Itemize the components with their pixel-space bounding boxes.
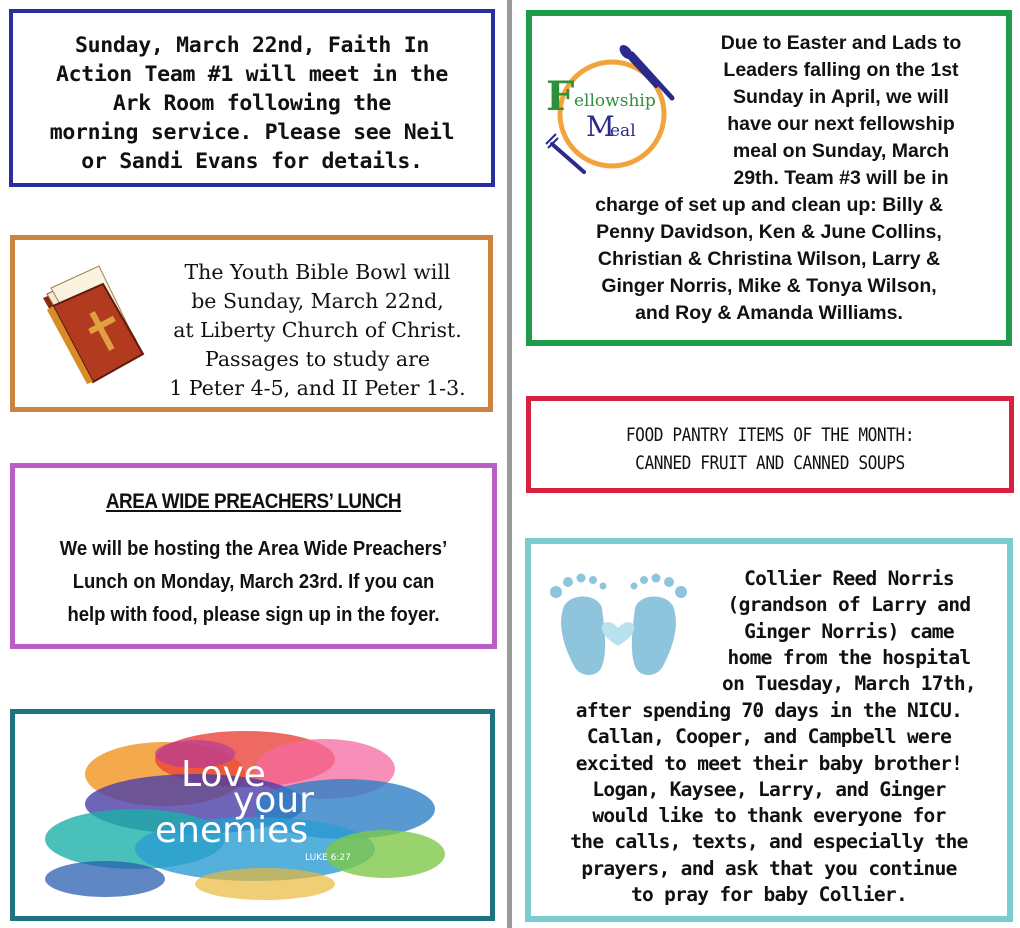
text-line: Ark Room following the <box>112 91 392 116</box>
text-line: excited to meet their baby brother! <box>575 751 963 775</box>
text-line: Passages to study are <box>204 347 431 371</box>
baby-feet-icon <box>546 566 691 681</box>
text-line: Penny Davidson, Ken & June Collins, <box>596 221 942 243</box>
text-line: Leaders falling on the 1st <box>723 59 959 81</box>
text-line: meal on Sunday, March <box>732 140 950 162</box>
text-line: Due to Easter and Lads to <box>720 32 962 54</box>
preachers-lunch-notice <box>10 463 497 649</box>
watercolor-splash <box>15 714 490 916</box>
text-line: would like to thank everyone for <box>592 804 946 828</box>
text-line: Sunday in April, we will <box>733 86 949 108</box>
text-line: have our next fellowship <box>727 113 955 135</box>
text-line: home from the hospital <box>727 645 971 669</box>
text-line: Collier Reed Norris <box>744 567 954 590</box>
bible-bowl-notice <box>10 235 493 412</box>
text-line: 1 Peter 4-5, and II Peter 1-3. <box>169 376 466 400</box>
text-line: Sunday, March 22nd, Faith In <box>74 33 430 58</box>
text-line: and Roy & Amanda Williams. <box>635 302 903 324</box>
logo-letter-m: M <box>586 110 615 143</box>
text-line: prayers, and ask that you continue <box>581 856 957 880</box>
collier-text-top <box>701 566 997 697</box>
bible-bowl-text <box>165 258 470 403</box>
fellowship-meal-notice <box>526 10 1012 346</box>
faith-in-action-notice <box>9 9 495 187</box>
text-line: to pray for baby Collier. <box>631 883 907 907</box>
text-line: FOOD PANTRY ITEMS OF THE MONTH: <box>625 424 915 446</box>
text-line: charge of set up and clean up: Billy & <box>595 194 943 216</box>
text-line: Action Team #1 will meet in the <box>56 62 448 87</box>
bible-book-icon <box>33 258 151 388</box>
text-line: Ginger Norris, Mike & Tonya Wilson, <box>601 275 937 297</box>
your-word: your <box>233 780 314 821</box>
logo-word-eal: eal <box>610 121 636 141</box>
text-line: Callan, Cooper, and Campbell were <box>586 725 952 749</box>
logo-letter-f: F <box>546 73 575 120</box>
fellowship-meal-text-top <box>684 30 998 192</box>
love-word: Love <box>181 754 266 795</box>
text-line: Logan, Kaysee, Larry, and Ginger <box>592 777 946 801</box>
faith-in-action-text <box>33 31 471 176</box>
text-line: after spending 70 days in the NICU. <box>575 699 963 722</box>
enemies-word: enemies <box>155 810 309 851</box>
preachers-lunch-title: AREA WIDE PREACHERS’ LUNCH <box>105 490 402 513</box>
text-line: Ginger Norris) came <box>744 619 954 643</box>
text-line: Lunch on Monday, March 23rd. If you can <box>72 570 435 593</box>
food-pantry-notice <box>526 396 1014 493</box>
text-line: The Youth Bible Bowl will <box>184 260 451 284</box>
text-line: or Sandi Evans for details. <box>81 149 423 174</box>
text-line: We will be hosting the Area Wide Preachers’ <box>59 537 448 560</box>
text-line: CANNED FRUIT AND CANNED SOUPS <box>635 452 905 474</box>
food-pantry-text <box>567 421 973 477</box>
logo-word-ellowship: ellowship <box>574 91 656 111</box>
scripture-reference: LUKE 6:27 <box>305 853 351 863</box>
preachers-lunch-text <box>55 532 452 631</box>
text-line: (grandson of Larry and <box>727 593 971 617</box>
text-line: at Liberty Church of Christ. <box>173 318 462 342</box>
column-divider <box>507 0 512 928</box>
fellowship-meal-logo <box>544 40 684 180</box>
collier-text-bottom <box>539 698 999 908</box>
text-line: be Sunday, March 22nd, <box>191 289 444 313</box>
text-line: morning service. Please see Neil <box>49 120 455 145</box>
text-line: on Tuesday, March 17th, <box>722 672 976 696</box>
fellowship-meal-text-bottom <box>542 192 996 327</box>
text-line: 29th. Team #3 will be in <box>733 167 949 189</box>
love-your-enemies-image <box>10 709 495 921</box>
text-line: Christian & Christina Wilson, Larry & <box>597 248 941 270</box>
collier-notice <box>525 538 1013 922</box>
text-line: help with food, please sign up in the foyer. <box>67 603 440 626</box>
text-line: the calls, texts, and especially the <box>570 830 968 854</box>
